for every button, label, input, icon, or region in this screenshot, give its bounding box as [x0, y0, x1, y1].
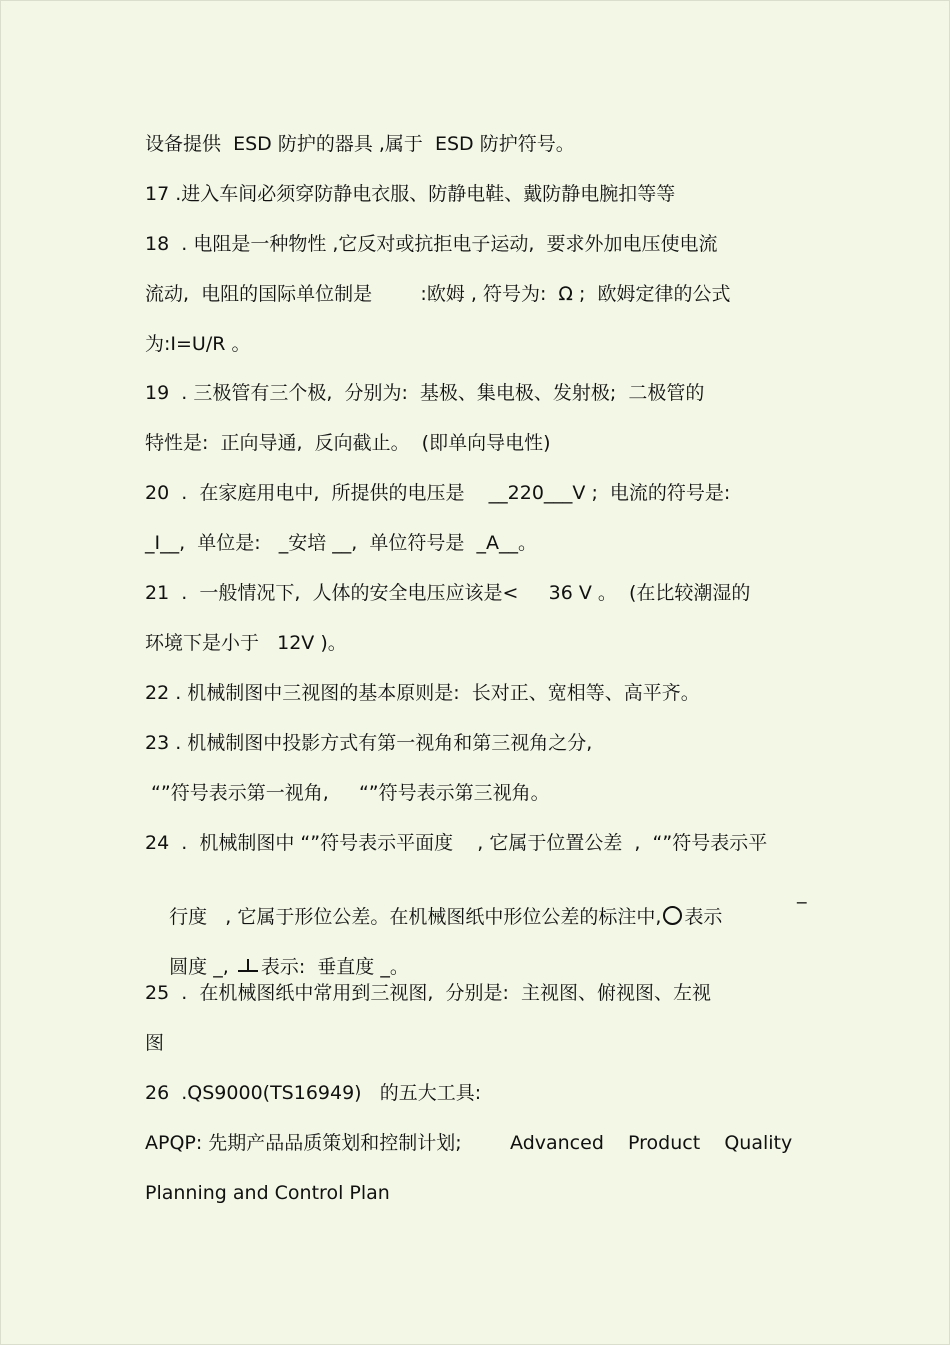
text-line: 20 . 在家庭用电中, 所提供的电压是 __220___V ; 电流的符号是:	[145, 482, 731, 504]
text-line: _	[797, 882, 807, 904]
text-line: 流动, 电阻的国际单位制是 :欧姆 , 符号为: Ω ; 欧姆定律的公式	[145, 283, 731, 305]
text-line: APQP: 先期产品品质策划和控制计划; Advanced Product Quality	[145, 1132, 793, 1154]
text-line: 26 .QS9000(TS16949) 的五大工具:	[145, 1082, 482, 1104]
text-line: 设备提供 ESD 防护的器具 ,属于 ESD 防护符号。	[145, 133, 575, 155]
text-line: 23 . 机械制图中投影方式有第一视角和第三视角之分,	[145, 732, 593, 754]
text-line: 环境下是小于 12V )。	[145, 632, 347, 654]
text-line: 图	[145, 1032, 165, 1054]
text-line: 为:I=U/R 。	[145, 333, 251, 355]
text-line: 19 . 三极管有三个极, 分别为: 基极、集电极、发射极; 二极管的	[145, 382, 705, 404]
text-line: _I__, 单位是: _安培 __, 单位符号是 _A__。	[145, 532, 537, 554]
text-line: 特性是: 正向导通, 反向截止。 (即单向导电性)	[145, 432, 551, 454]
text-line: 22 . 机械制图中三视图的基本原则是: 长对正、宽相等、高平齐。	[145, 682, 700, 704]
text-segment: 表示: 垂直度 _。	[260, 956, 409, 978]
roundness-symbol-icon	[663, 906, 682, 925]
text-segment: 行度 , 它属于形位公差。在机械图纸中形位公差的标注中,	[169, 906, 662, 928]
text-line: 17 .进入车间必须穿防静电衣服、防静电鞋、戴防静电腕扣等等	[145, 183, 676, 205]
text-line: “”符号表示第一视角, “”符号表示第三视角。	[145, 782, 550, 804]
text-line: Planning and Control Plan	[145, 1182, 390, 1204]
text-line: 24 . 机械制图中 “”符号表示平面度 , 它属于位置公差 , “”符号表示平	[145, 832, 768, 854]
text-segment: 圆度 _,	[169, 956, 229, 978]
text-segment: 表示	[684, 906, 723, 928]
text-line: 25 . 在机械图纸中常用到三视图, 分别是: 主视图、俯视图、左视	[145, 982, 711, 1004]
text-line: 18 . 电阻是一种物性 ,它反对或抗拒电子运动, 要求外加电压使电流	[145, 233, 718, 255]
perpendicularity-symbol-icon	[237, 958, 259, 974]
text-line: 21 . 一般情况下, 人体的安全电压应该是< 36 V 。 (在比较潮湿的	[145, 582, 751, 604]
